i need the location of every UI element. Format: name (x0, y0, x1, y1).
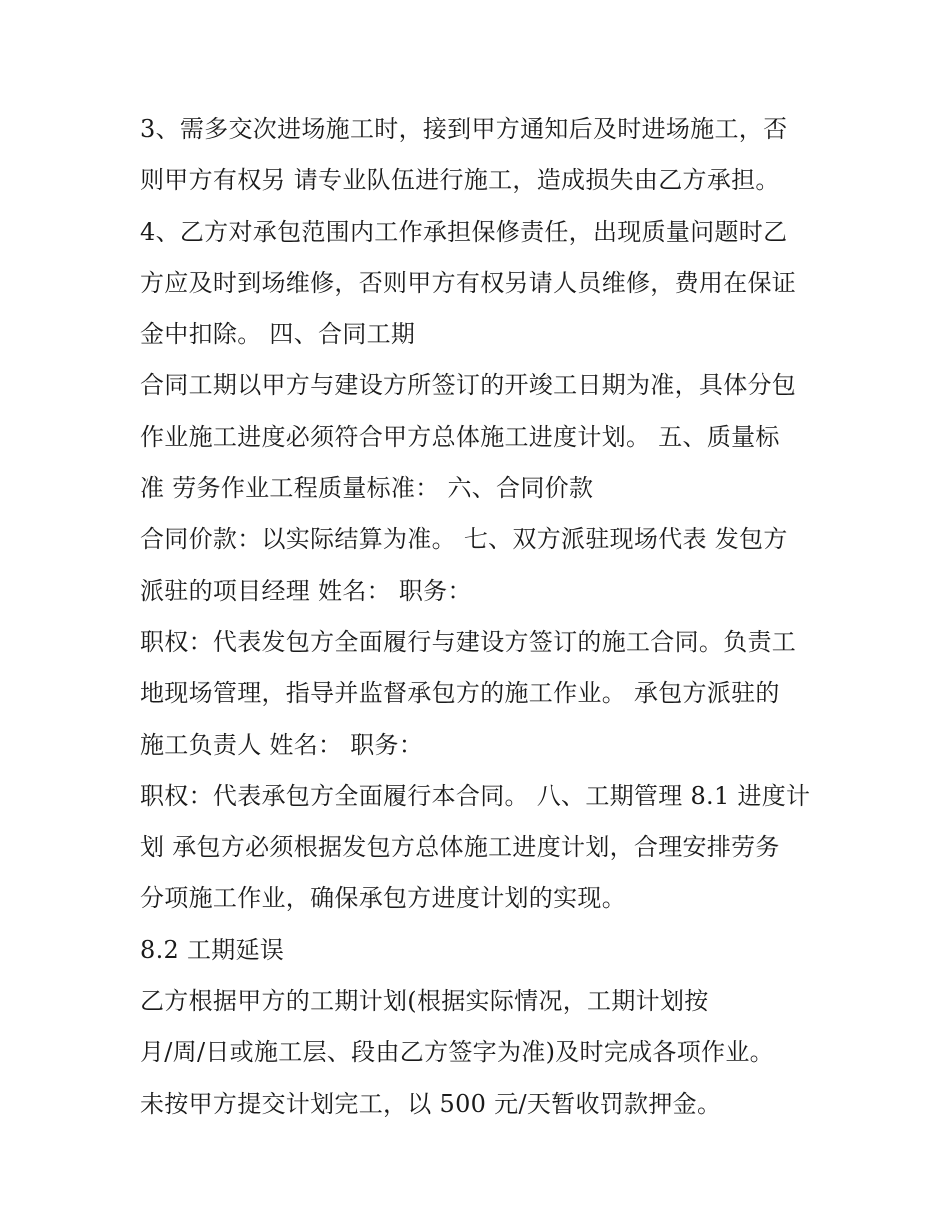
text-line: 3、需多交次进场施工时，接到甲方通知后及时进场施工，否 (140, 115, 788, 143)
text-line: 职权：代表发包方全面履行与建设方签订的施工合同。负责工 (140, 627, 797, 656)
text-line: 合同价款：以实际结算为准。 七、双方派驻现场代表 发包方 (140, 525, 788, 554)
text-line: 派驻的项目经理 姓名： 职务： (140, 576, 472, 605)
text-line: 准 劳务作业工程质量标准： 六、合同价款 (140, 474, 594, 503)
text-line: 4、乙方对承包范围内工作承担保修责任，出现质量问题时乙 (140, 217, 788, 246)
text-line: 合同工期以甲方与建设方所签订的开竣工日期为准，具体分包 (140, 371, 797, 400)
text-line: 施工负责人 姓名： 职务： (140, 730, 424, 759)
text-line: 乙方根据甲方的工期计划(根据实际情况，工期计划按 (140, 987, 709, 1016)
text-line: 地现场管理，指导并监督承包方的施工作业。 承包方派驻的 (140, 679, 780, 708)
text-line: 方应及时到场维修，否则甲方有权另请人员维修，费用在保证 (140, 268, 797, 297)
text-line: 职权：代表承包方全面履行本合同。 八、工期管理 8.1 进度计 (140, 781, 811, 810)
text-line: 未按甲方提交计划完工，以 500 元/天暂收罚款押金。 (140, 1089, 722, 1118)
document-page (140, 104, 820, 1130)
text-line: 金中扣除。 四、合同工期 (140, 320, 416, 349)
text-line: 则甲方有权另 请专业队伍进行施工，造成损失由乙方承担。 (140, 166, 780, 195)
text-line: 作业施工进度必须符合甲方总体施工进度计划。 五、质量标 (140, 422, 780, 451)
text-line: 8.2 工期延误 (140, 935, 285, 964)
text-line: 分项施工作业，确保承包方进度计划的实现。 (140, 884, 626, 913)
text-line: 划 承包方必须根据发包方总体施工进度计划，合理安排劳务 (140, 833, 780, 862)
text-line: 月/周/日或施工层、段由乙方签字为准)及时完成各项作业。 (140, 1038, 774, 1067)
